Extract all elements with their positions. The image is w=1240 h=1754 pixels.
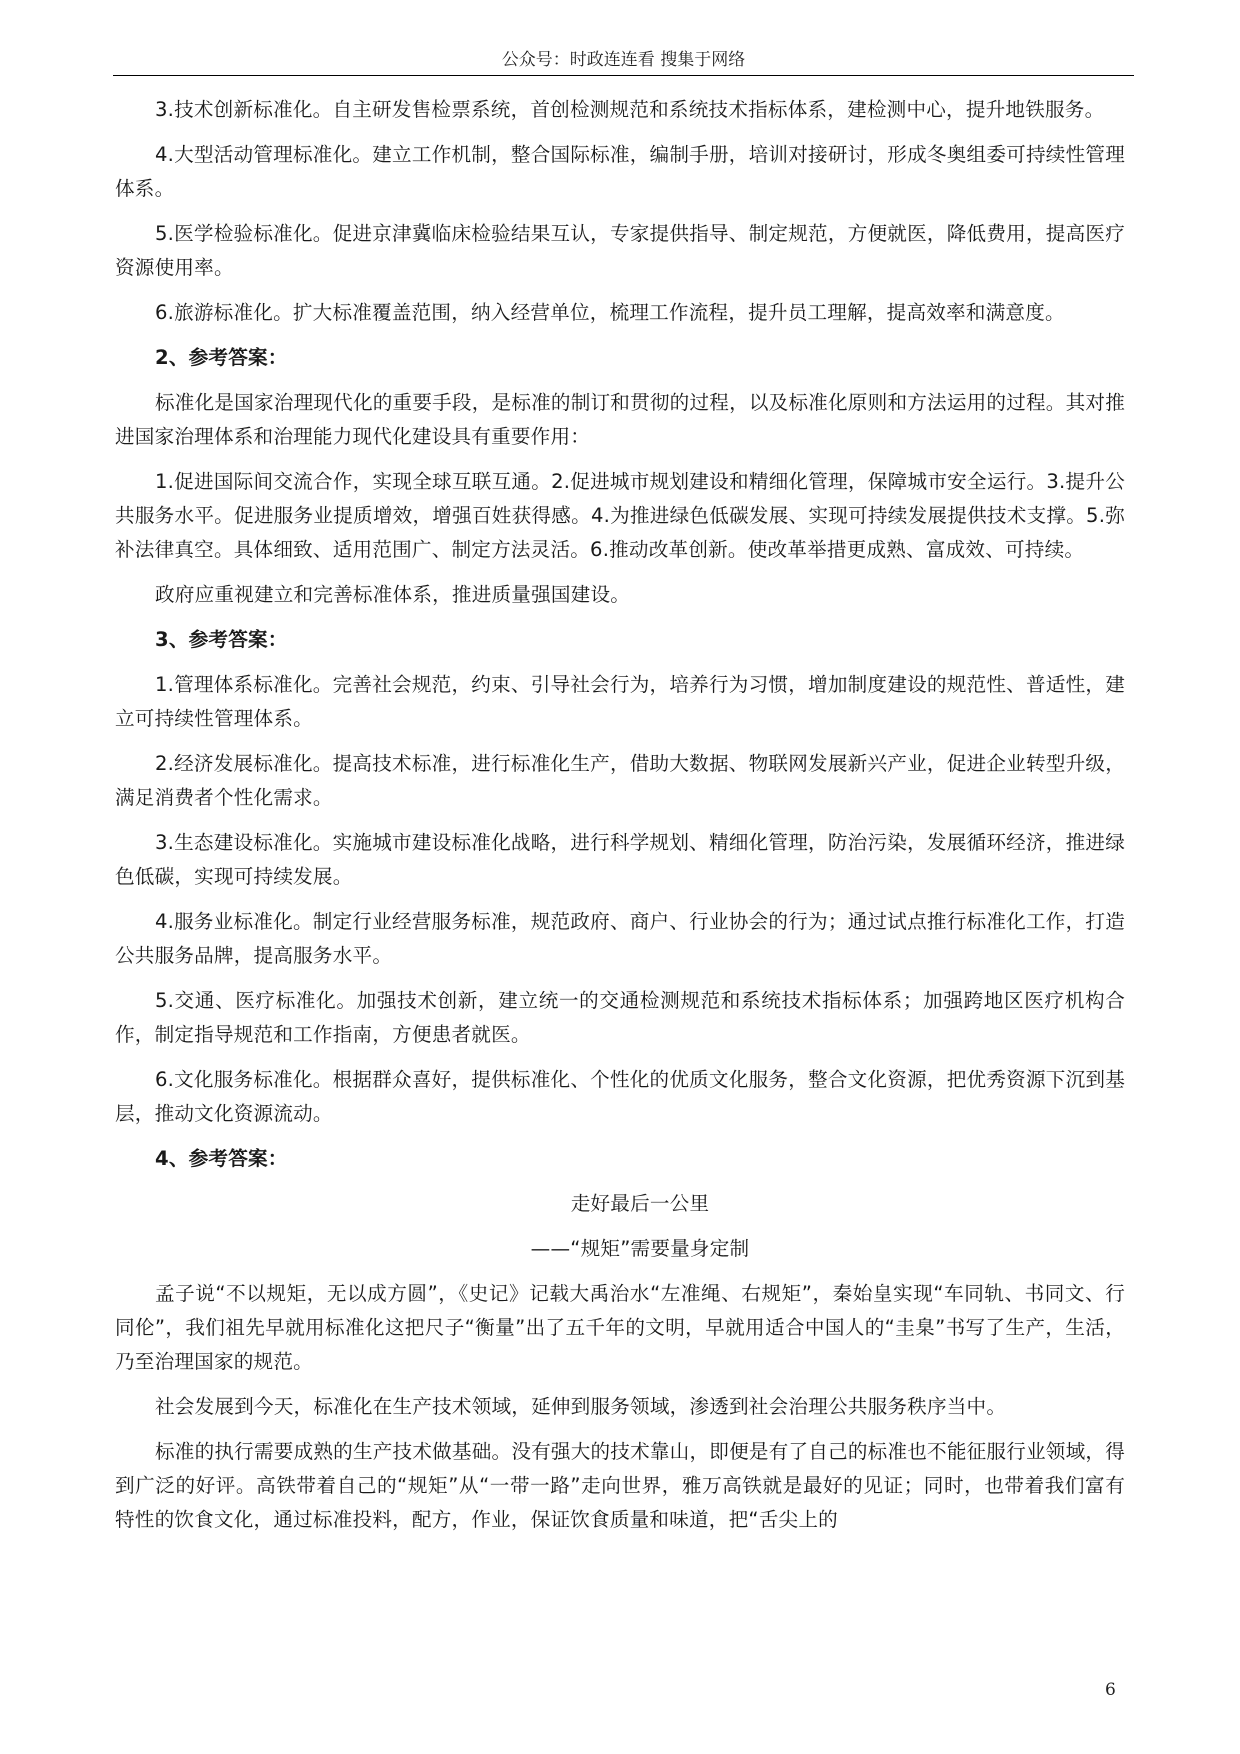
paragraph: 3.技术创新标准化。自主研发售检票系统，首创检测规范和系统技术指标体系，建检测中心，提升地铁服务。 [155, 98, 1105, 121]
paragraph: 标准化是国家治理现代化的重要手段，是标准的制订和贯彻的过程，以及标准化原则和方法运用的过程。其对推进国家治理体系和治理能力现代化建设具有重要作用： [115, 391, 1125, 448]
page-header: 公众号：时政连连看 搜集于网络 [501, 50, 746, 70]
paragraph: 6.文化服务标准化。根据群众喜好，提供标准化、个性化的优质文化服务，整合文化资源，把优秀资源下沉到基层，推动文化资源流动。 [115, 1068, 1125, 1125]
essay-title: 走好最后一公里 [570, 1192, 710, 1215]
paragraph: 6.旅游标准化。扩大标准覆盖范围，纳入经营单位，梳理工作流程，提升员工理解，提高效率和满意度。 [155, 301, 1065, 324]
paragraph: 标准的执行需要成熟的生产技术做基础。没有强大的技术靠山，即便是有了自己的标准也不能征服行业领域，得到广泛的好评。高铁带着自己的“规矩”从“一带一路”走向世界，雅万高铁就是最好的见证；同时，也带着我们富有特性的饮食文化，通过标准投料，配方，作业，保证饮食质量和味道，把“舌尖上的 [115, 1440, 1125, 1531]
paragraph: 3.生态建设标准化。实施城市建设标准化战略，进行科学规划、精细化管理，防治污染，发展循环经济，推进绿色低碳，实现可持续发展。 [115, 831, 1125, 888]
section-heading: 2、参考答案： [155, 346, 288, 369]
essay-subtitle: ——“规矩”需要量身定制 [530, 1237, 750, 1260]
paragraph: 4.大型活动管理标准化。建立工作机制，整合国际标准，编制手册，培训对接研讨，形成冬奥组委可持续性管理体系。 [115, 143, 1125, 200]
paragraph: 2.经济发展标准化。提高技术标准，进行标准化生产，借助大数据、物联网发展新兴产业，促进企业转型升级，满足消费者个性化需求。 [115, 752, 1125, 809]
page-number: 6 [1105, 1680, 1116, 1700]
paragraph: 1.促进国际间交流合作，实现全球互联互通。2.促进城市规划建设和精细化管理，保障城市安全运行。3.提升公共服务水平。促进服务业提质增效，增强百姓获得感。4.为推进绿色低碳发展、实现可持续发展提供技术支撑。5.弥补法律真空。具体细致、适用范围广、制定方法灵活。6.推动改革创新。使改革举措更成熟、富成效、可持续。 [115, 470, 1125, 561]
section-heading: 4、参考答案： [155, 1147, 288, 1170]
document-body [115, 93, 1125, 1548]
section-heading: 3、参考答案： [155, 628, 288, 651]
paragraph: 政府应重视建立和完善标准体系，推进质量强国建设。 [155, 583, 631, 606]
paragraph: 社会发展到今天，标准化在生产技术领域，延伸到服务领域，渗透到社会治理公共服务秩序当中。 [155, 1395, 1007, 1418]
paragraph: 1.管理体系标准化。完善社会规范，约束、引导社会行为，培养行为习惯，增加制度建设的规范性、普适性，建立可持续性管理体系。 [115, 673, 1125, 730]
paragraph: 5.交通、医疗标准化。加强技术创新，建立统一的交通检测规范和系统技术指标体系；加强跨地区医疗机构合作，制定指导规范和工作指南，方便患者就医。 [115, 989, 1125, 1046]
paragraph: 孟子说“不以规矩，无以成方圆”，《史记》记载大禹治水“左准绳、右规矩”，秦始皇实现“车同轨、书同文、行同伦”，我们祖先早就用标准化这把尺子“衡量”出了五千年的文明，早就用适合中国人的“圭臬”书写了生产，生活，乃至治理国家的规范。 [115, 1282, 1125, 1373]
paragraph: 4.服务业标准化。制定行业经营服务标准，规范政府、商户、行业协会的行为；通过试点推行标准化工作，打造公共服务品牌，提高服务水平。 [115, 910, 1125, 967]
paragraph: 5.医学检验标准化。促进京津冀临床检验结果互认，专家提供指导、制定规范，方便就医，降低费用，提高医疗资源使用率。 [115, 222, 1125, 279]
header-divider [113, 75, 1134, 76]
